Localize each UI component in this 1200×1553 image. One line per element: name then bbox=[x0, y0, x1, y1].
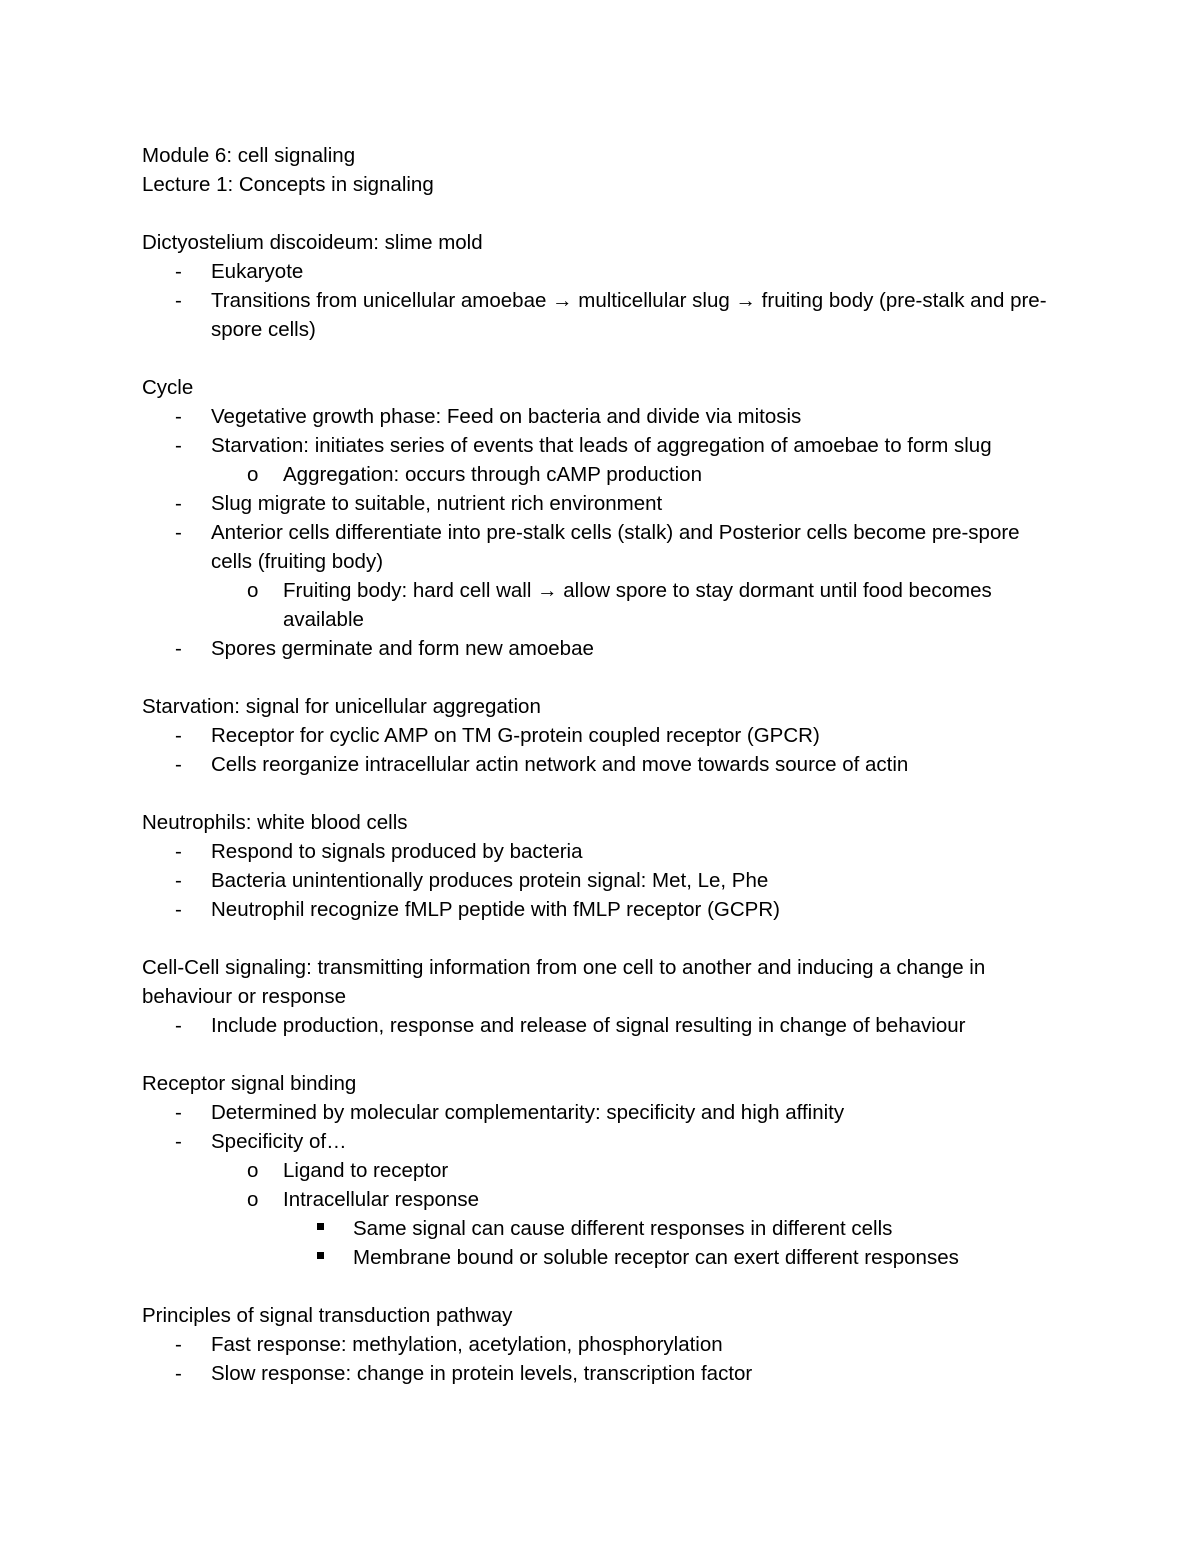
section-heading-receptor-binding: Receptor signal binding bbox=[142, 1072, 357, 1095]
list-item-text: Same signal can cause different responses in different cells bbox=[353, 1217, 893, 1240]
dash-bullet: - bbox=[175, 1101, 182, 1124]
sub-list-item bbox=[142, 1156, 1072, 1185]
list-item bbox=[142, 286, 1072, 344]
list-item bbox=[142, 402, 1072, 431]
list-item bbox=[142, 866, 1072, 895]
circle-bullet: o bbox=[247, 463, 259, 486]
sub-list-item bbox=[142, 1185, 1072, 1214]
list-item bbox=[142, 257, 1072, 286]
list-item-text: Include production, response and release of signal resulting in change of behaviour bbox=[211, 1014, 966, 1037]
list-item bbox=[142, 1098, 1072, 1127]
dash-bullet: - bbox=[175, 260, 182, 283]
spacer bbox=[142, 1272, 1072, 1301]
dash-bullet: - bbox=[175, 724, 182, 747]
section-heading-dictyostelium: Dictyostelium discoideum: slime mold bbox=[142, 231, 483, 254]
list-item-text: Determined by molecular complementarity: specificity and high affinity bbox=[211, 1101, 845, 1124]
dash-bullet: - bbox=[175, 434, 182, 457]
list-item bbox=[142, 1359, 1072, 1388]
section-heading-cell-cell-signaling: Cell-Cell signaling: transmitting information from one cell to another and inducing a change in behaviour or response bbox=[142, 956, 986, 1008]
dash-bullet: - bbox=[175, 898, 182, 921]
spacer bbox=[142, 663, 1072, 692]
dash-bullet: - bbox=[175, 1014, 182, 1037]
list-item-text: Membrane bound or soluble receptor can exert different responses bbox=[353, 1246, 959, 1269]
spacer bbox=[142, 1040, 1072, 1069]
list-item-text: Starvation: initiates series of events that leads of aggregation of amoebae to form slug bbox=[211, 434, 992, 457]
list-item-text: Anterior cells differentiate into pre-stalk cells (stalk) and Posterior cells become pre-spore cells (fruiting body) bbox=[211, 521, 1020, 573]
spacer bbox=[142, 199, 1072, 228]
dash-bullet: - bbox=[175, 1362, 182, 1385]
dash-bullet: - bbox=[175, 492, 182, 515]
circle-bullet: o bbox=[247, 1188, 259, 1211]
list-item-text: Cells reorganize intracellular actin network and move towards source of actin bbox=[211, 753, 909, 776]
list-item-text: Vegetative growth phase: Feed on bacteria and divide via mitosis bbox=[211, 405, 802, 428]
spacer bbox=[142, 779, 1072, 808]
dash-bullet: - bbox=[175, 637, 182, 660]
list-item-text: Eukaryote bbox=[211, 260, 304, 283]
square-bullet-icon bbox=[317, 1243, 353, 1272]
spacer bbox=[142, 924, 1072, 953]
list-item-text: Receptor for cyclic AMP on TM G-protein coupled receptor (GPCR) bbox=[211, 724, 820, 747]
dash-bullet: - bbox=[175, 1333, 182, 1356]
list-item bbox=[142, 1011, 1072, 1040]
dash-bullet: - bbox=[175, 840, 182, 863]
dash-bullet: - bbox=[175, 521, 182, 544]
module-title: Module 6: cell signaling bbox=[142, 144, 356, 167]
list-item bbox=[142, 1127, 1072, 1156]
list-item-text: Transitions from unicellular amoebae → multicellular slug → fruiting body (pre-stalk and pre-spore cells) bbox=[211, 289, 1047, 341]
list-item bbox=[142, 895, 1072, 924]
section-heading-principles: Principles of signal transduction pathway bbox=[142, 1304, 513, 1327]
list-item-text: Specificity of… bbox=[211, 1130, 347, 1153]
dash-bullet: - bbox=[175, 289, 182, 312]
section-heading-starvation: Starvation: signal for unicellular aggregation bbox=[142, 695, 541, 718]
list-item bbox=[142, 431, 1072, 460]
document-body bbox=[142, 141, 1072, 1388]
circle-bullet: o bbox=[247, 579, 259, 602]
list-item-text: Intracellular response bbox=[283, 1188, 479, 1211]
spacer bbox=[142, 344, 1072, 373]
sub-sub-list-item bbox=[142, 1214, 1072, 1243]
list-item-text: Fruiting body: hard cell wall → allow spore to stay dormant until food becomes available bbox=[283, 579, 992, 631]
list-item bbox=[142, 518, 1072, 576]
dash-bullet: - bbox=[175, 869, 182, 892]
list-item-text: Bacteria unintentionally produces protein signal: Met, Le, Phe bbox=[211, 869, 769, 892]
list-item-text: Spores germinate and form new amoebae bbox=[211, 637, 594, 660]
list-item-text: Ligand to receptor bbox=[283, 1159, 449, 1182]
sub-list-item bbox=[142, 576, 1072, 634]
section-heading-neutrophils: Neutrophils: white blood cells bbox=[142, 811, 408, 834]
list-item-text: Fast response: methylation, acetylation, phosphorylation bbox=[211, 1333, 723, 1356]
lecture-title: Lecture 1: Concepts in signaling bbox=[142, 173, 434, 196]
dash-bullet: - bbox=[175, 1130, 182, 1153]
sub-list-item bbox=[142, 460, 1072, 489]
list-item-text: Slow response: change in protein levels, transcription factor bbox=[211, 1362, 753, 1385]
list-item bbox=[142, 1330, 1072, 1359]
list-item-text: Respond to signals produced by bacteria bbox=[211, 840, 583, 863]
dash-bullet: - bbox=[175, 405, 182, 428]
list-item bbox=[142, 489, 1072, 518]
square-bullet-icon bbox=[317, 1214, 353, 1243]
list-item-text: Slug migrate to suitable, nutrient rich environment bbox=[211, 492, 663, 515]
dash-bullet: - bbox=[175, 753, 182, 776]
list-item bbox=[142, 750, 1072, 779]
sub-sub-list-item bbox=[142, 1243, 1072, 1272]
list-item bbox=[142, 634, 1072, 663]
section-heading-cycle: Cycle bbox=[142, 376, 194, 399]
list-item-text: Aggregation: occurs through cAMP production bbox=[283, 463, 702, 486]
circle-bullet: o bbox=[247, 1159, 259, 1182]
list-item-text: Neutrophil recognize fMLP peptide with fMLP receptor (GCPR) bbox=[211, 898, 780, 921]
list-item bbox=[142, 721, 1072, 750]
list-item bbox=[142, 837, 1072, 866]
